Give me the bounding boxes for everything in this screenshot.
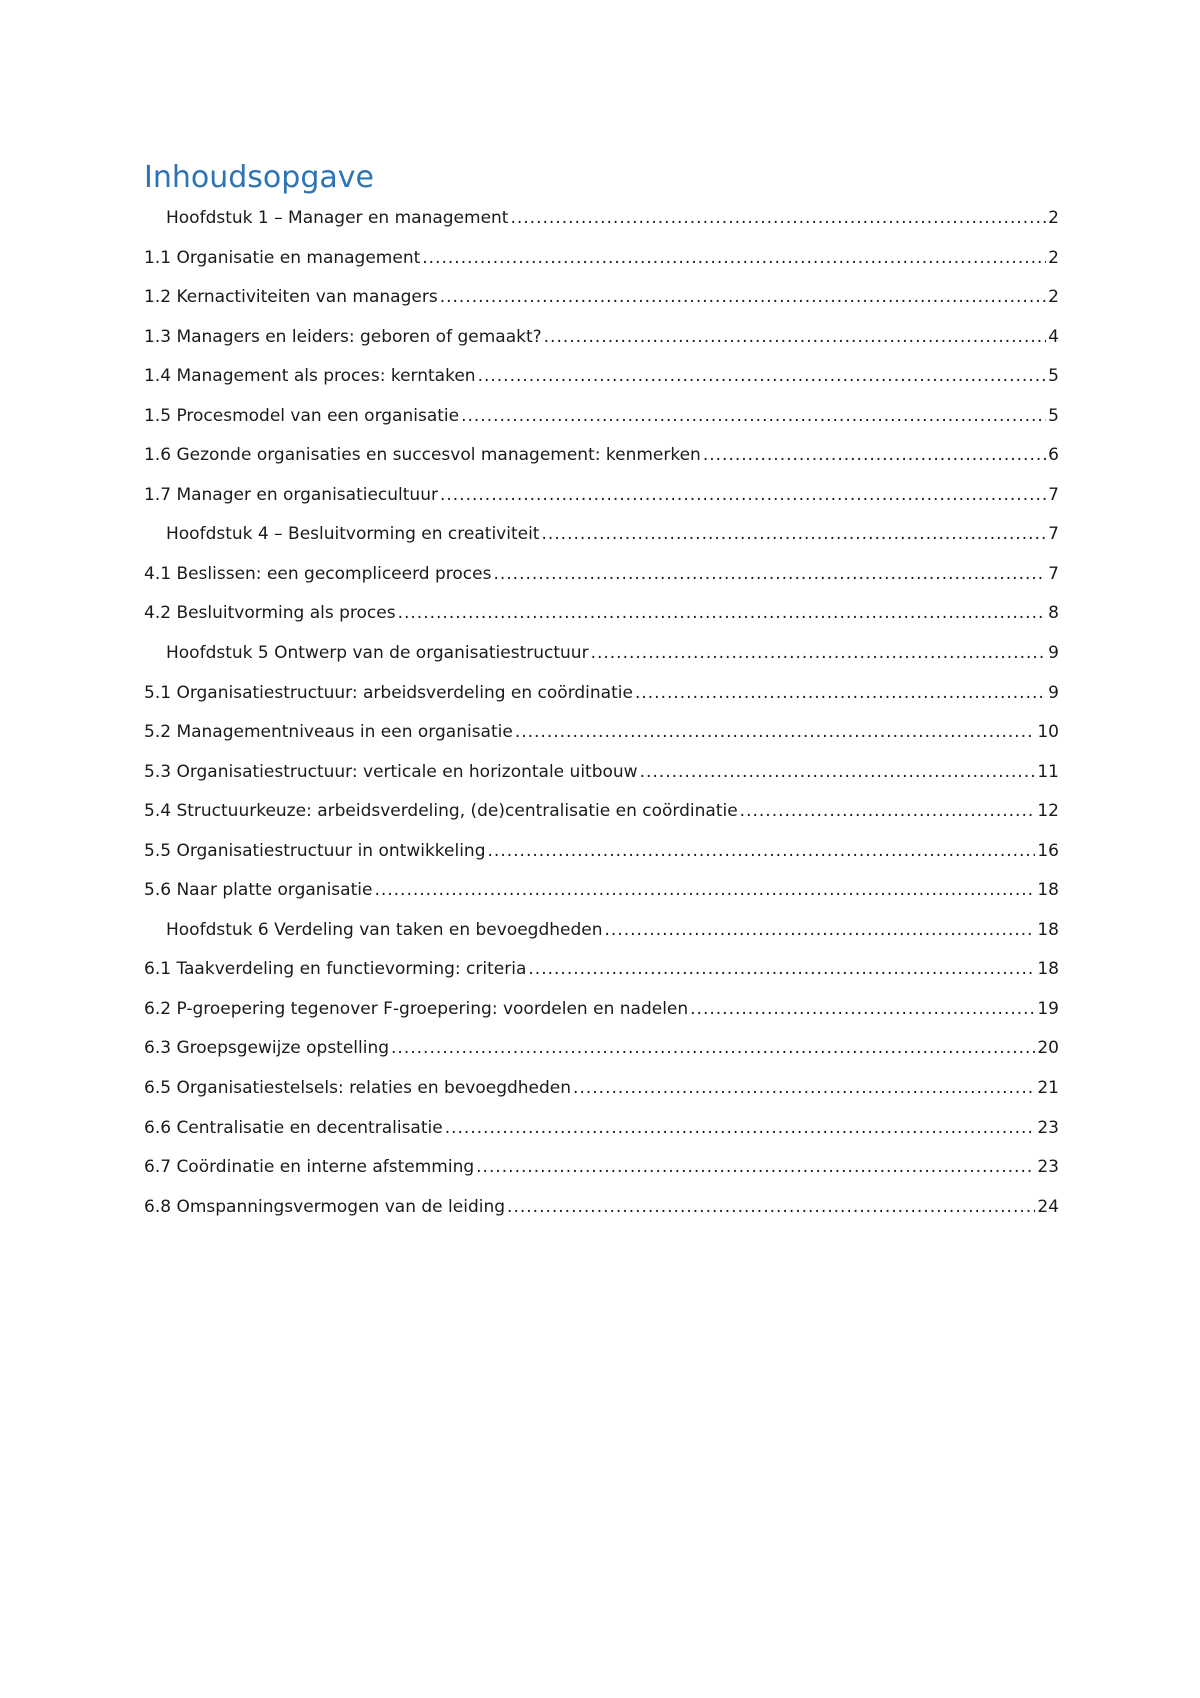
toc-entry-page-number: 11 [1037,761,1059,782]
toc-entry-page-number: 19 [1037,998,1059,1019]
toc-entry-chapter[interactable] [144,523,1059,563]
toc-entry-page-number: 2 [1048,247,1059,268]
toc-entry-page-number: 5 [1048,366,1059,387]
toc-entry-page-number: 9 [1048,643,1059,664]
toc-entry-label: 6.8 Omspanningsvermogen van de leiding [144,1196,506,1217]
toc-entry-label: 5.3 Organisatiestructuur: verticale en horizontale uitbouw [144,761,638,782]
toc-entry-label: 5.5 Organisatiestructuur in ontwikkeling [144,840,486,861]
toc-dot-leader [591,642,1047,664]
toc-entry-label: 6.5 Organisatiestelsels: relaties en bevoegdheden [144,1078,572,1099]
toc-entry-section[interactable] [144,840,1059,880]
toc-dot-leader [703,444,1046,466]
toc-dot-leader [440,484,1046,506]
toc-entry-section[interactable] [144,286,1059,326]
toc-entry-section[interactable] [144,602,1059,642]
toc-list [144,207,1059,1235]
toc-entry-section[interactable] [144,1117,1059,1157]
toc-dot-leader [690,998,1035,1020]
toc-dot-leader [488,840,1036,862]
toc-entry-label: Hoofdstuk 1 – Manager en management [166,208,509,228]
toc-entry-section[interactable] [144,444,1059,484]
toc-dot-leader [440,286,1046,308]
toc-entry-label: 1.5 Procesmodel van een organisatie [144,405,460,426]
toc-entry-page-number: 6 [1048,445,1059,466]
toc-entry-label: 5.4 Structuurkeuze: arbeidsverdeling, (de)centralisatie en coördinatie [144,801,738,822]
toc-entry-page-number: 7 [1048,484,1059,505]
toc-dot-leader [507,1196,1035,1218]
toc-entry-label: 6.2 P-groepering tegenover F-groepering: voordelen en nadelen [144,998,689,1019]
toc-entry-chapter[interactable] [144,919,1059,959]
toc-entry-label: 1.6 Gezonde organisaties en succesvol management: kenmerken [144,445,701,466]
toc-entry-page-number: 2 [1048,208,1059,228]
toc-dot-leader [478,365,1047,387]
toc-entry-label: 6.7 Coördinatie en interne afstemming [144,1157,475,1178]
toc-title: Inhoudsopgave [144,160,374,195]
toc-entry-label: 5.2 Managementniveaus in een organisatie [144,722,513,743]
toc-dot-leader [510,207,1046,229]
toc-dot-leader [541,523,1046,545]
toc-entry-section[interactable] [144,879,1059,919]
toc-entry-section[interactable] [144,682,1059,722]
toc-entry-section[interactable] [144,998,1059,1038]
toc-entry-section[interactable] [144,405,1059,445]
toc-entry-section[interactable] [144,761,1059,801]
toc-entry-page-number: 7 [1048,563,1059,584]
toc-entry-chapter[interactable] [144,207,1059,247]
toc-entry-page-number: 5 [1048,405,1059,426]
toc-dot-leader [374,879,1035,901]
toc-entry-page-number: 7 [1048,524,1059,545]
toc-dot-leader [640,761,1036,783]
toc-entry-label: 1.3 Managers en leiders: geboren of gemaakt? [144,326,542,347]
toc-entry-label: Hoofdstuk 5 Ontwerp van de organisatiestructuur [166,643,589,664]
toc-entry-page-number: 9 [1048,682,1059,703]
toc-entry-page-number: 23 [1037,1117,1059,1138]
toc-entry-label: 4.2 Besluitvorming als proces [144,603,396,624]
toc-dot-leader [422,247,1046,269]
toc-entry-label: 5.1 Organisatiestructuur: arbeidsverdeling en coördinatie [144,682,633,703]
toc-entry-label: 1.4 Management als proces: kerntaken [144,366,476,387]
toc-dot-leader [445,1117,1036,1139]
toc-dot-leader [493,563,1046,585]
toc-dot-leader [398,602,1047,624]
toc-entry-page-number: 2 [1048,287,1059,308]
toc-entry-section[interactable] [144,1077,1059,1117]
toc-entry-label: Hoofdstuk 6 Verdeling van taken en bevoegdheden [166,919,603,940]
toc-entry-label: 1.2 Kernactiviteiten van managers [144,287,438,308]
toc-dot-leader [528,958,1035,980]
toc-entry-page-number: 18 [1037,919,1059,940]
toc-entry-label: 4.1 Beslissen: een gecompliceerd proces [144,563,492,584]
toc-entry-label: 1.1 Organisatie en management [144,247,421,268]
toc-entry-section[interactable] [144,1037,1059,1077]
toc-entry-section[interactable] [144,1196,1059,1236]
toc-entry-page-number: 8 [1048,603,1059,624]
toc-entry-section[interactable] [144,721,1059,761]
toc-entry-label: 6.3 Groepsgewijze opstelling [144,1038,390,1059]
toc-entry-section[interactable] [144,247,1059,287]
toc-entry-section[interactable] [144,1156,1059,1196]
toc-entry-section[interactable] [144,563,1059,603]
toc-entry-page-number: 10 [1037,722,1059,743]
toc-dot-leader [605,919,1036,941]
toc-entry-section[interactable] [144,326,1059,366]
toc-entry-label: 5.6 Naar platte organisatie [144,880,373,901]
toc-entry-page-number: 20 [1037,1038,1059,1059]
toc-dot-leader [391,1037,1035,1059]
toc-entry-page-number: 18 [1037,880,1059,901]
toc-dot-leader [573,1077,1035,1099]
toc-entry-page-number: 23 [1037,1157,1059,1178]
toc-dot-leader [476,1156,1035,1178]
toc-entry-page-number: 21 [1037,1078,1059,1099]
toc-entry-label: 1.7 Manager en organisatiecultuur [144,484,438,505]
toc-entry-label: 6.6 Centralisatie en decentralisatie [144,1117,443,1138]
toc-dot-leader [515,721,1036,743]
toc-entry-page-number: 16 [1037,840,1059,861]
toc-entry-page-number: 4 [1048,326,1059,347]
toc-entry-page-number: 12 [1037,801,1059,822]
toc-entry-chapter[interactable] [144,642,1059,682]
toc-dot-leader [740,800,1036,822]
toc-entry-page-number: 24 [1037,1196,1059,1217]
toc-entry-page-number: 18 [1037,959,1059,980]
toc-entry-section[interactable] [144,365,1059,405]
toc-entry-label: 6.1 Taakverdeling en functievorming: criteria [144,959,527,980]
toc-dot-leader [461,405,1046,427]
toc-entry-label: Hoofdstuk 4 – Besluitvorming en creativiteit [166,524,540,545]
toc-dot-leader [635,682,1046,704]
toc-entry-section[interactable] [144,484,1059,524]
toc-dot-leader [544,326,1047,348]
toc-entry-section[interactable] [144,800,1059,840]
toc-entry-section[interactable] [144,958,1059,998]
